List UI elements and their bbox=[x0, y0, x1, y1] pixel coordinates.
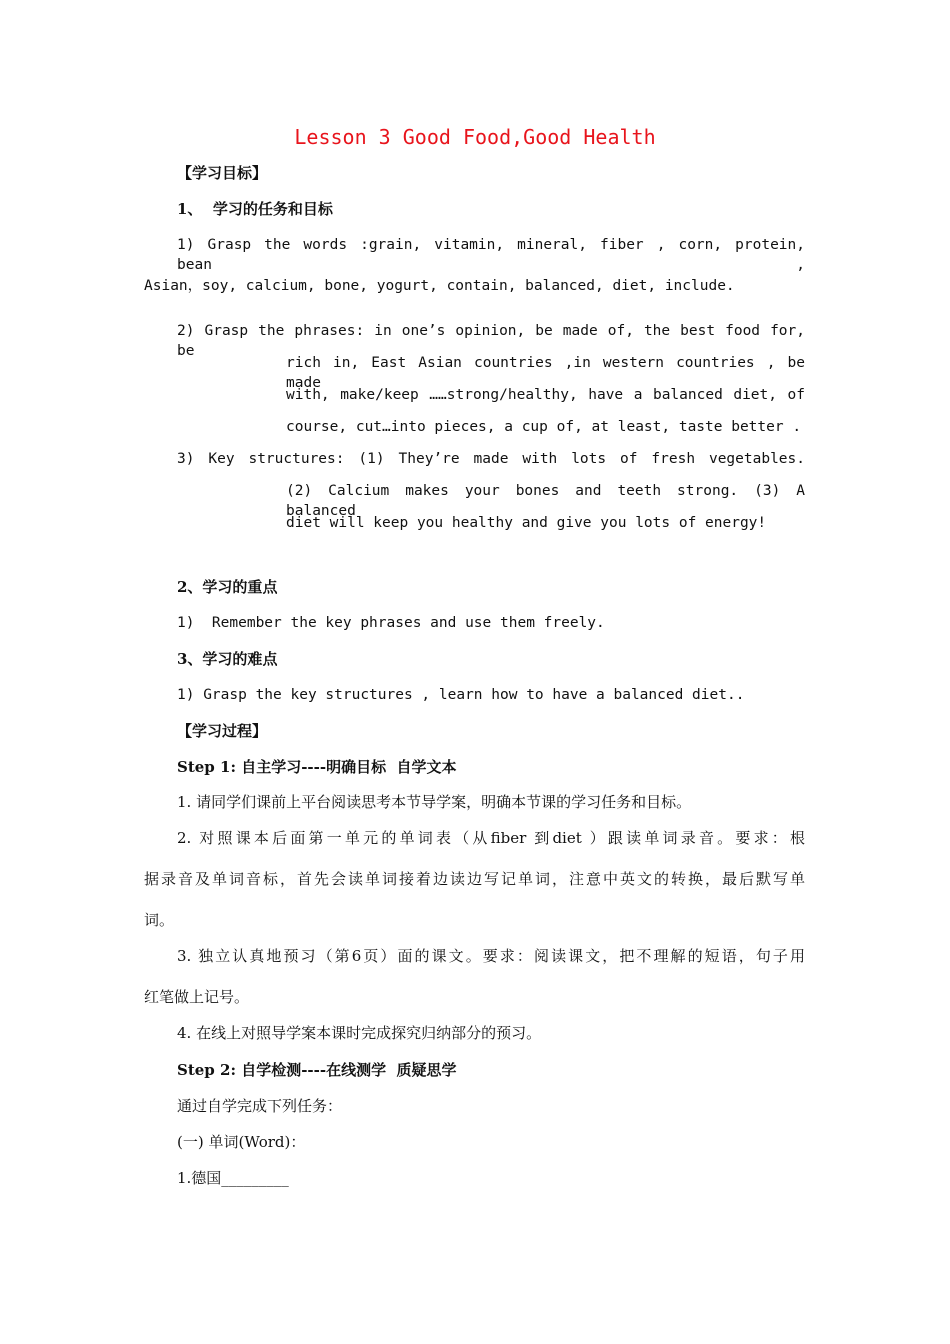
goals-structures-line-1: 3) Key structures: (1) They’re made with lots of fresh vegetables. bbox=[177, 451, 805, 467]
step-1-item-1: 1. 请同学们课前上平台阅读思考本节导学案，明确本节课的学习任务和目标。 bbox=[177, 793, 692, 811]
goals-heading: 【学习目标】 bbox=[177, 164, 268, 182]
goals-phrases-line-3: with, make/keep ……strong/healthy, have a balanced diet, of bbox=[286, 387, 805, 403]
goals-section-2-item: 1) Remember the key phrases and use them freely. bbox=[177, 615, 605, 631]
step-1-item-2-line-1: 2. 对照课本后面第一单元的单词表（从fiber 到diet ）跟读单词录音。要求：根 bbox=[177, 829, 805, 847]
step-1-item-4: 4. 在线上对照导学案本课时完成探究归纳部分的预习。 bbox=[177, 1024, 542, 1042]
lesson-title: Lesson 3 Good Food,Good Health bbox=[294, 125, 656, 149]
goals-section-2-heading: 2、学习的重点 bbox=[177, 578, 278, 596]
goals-section-3-item: 1) Grasp the key structures , learn how to have a balanced diet.. bbox=[177, 687, 745, 703]
goals-phrases-line-1: 2) Grasp the phrases: in one’s opinion, be made of, the best food for, be bbox=[177, 323, 805, 359]
process-heading: 【学习过程】 bbox=[177, 722, 268, 740]
step-1-item-2-line-3: 词。 bbox=[144, 911, 175, 929]
step-1-item-2-line-2: 据录音及单词音标，首先会读单词接着边读边写记单词，注意中英文的转换，最后默写单 bbox=[144, 870, 805, 888]
step-1-item-3-line-2: 红笔做上记号。 bbox=[144, 988, 250, 1006]
goals-section-3-heading: 3、学习的难点 bbox=[177, 650, 278, 668]
step-1-heading: Step 1: 自主学习----明确目标 自学文本 bbox=[177, 758, 457, 776]
goals-structures-line-2: (2) Calcium makes your bones and teeth strong. (3) A balanced bbox=[286, 483, 805, 519]
word-section-heading: (一) 单词(Word)： bbox=[177, 1133, 306, 1151]
goals-phrases-line-2: rich in, East Asian countries ,in western countries , be made bbox=[286, 355, 805, 391]
goals-structures-line-3: diet will keep you healthy and give you lots of energy! bbox=[286, 515, 767, 531]
step-2-heading: Step 2: 自学检测----在线测学 质疑思学 bbox=[177, 1061, 457, 1079]
goals-words-line-1: 1) Grasp the words :grain, vitamin, mineral, fiber , corn, protein, bean , bbox=[177, 237, 805, 273]
goals-section-1-heading: 1、 学习的任务和目标 bbox=[177, 200, 333, 218]
step-1-item-3-line-1: 3. 独立认真地预习（第6页）面的课文。要求：阅读课文，把不理解的短语，句子用 bbox=[177, 947, 805, 965]
goals-words-line-2: Asian，soy, calcium, bone, yogurt, contain, balanced, diet, include. bbox=[144, 278, 735, 294]
word-item-1: 1.德国_________ bbox=[177, 1169, 289, 1187]
step-2-intro: 通过自学完成下列任务： bbox=[177, 1097, 343, 1115]
goals-phrases-line-4: course, cut…into pieces, a cup of, at least, taste better . bbox=[286, 419, 802, 435]
